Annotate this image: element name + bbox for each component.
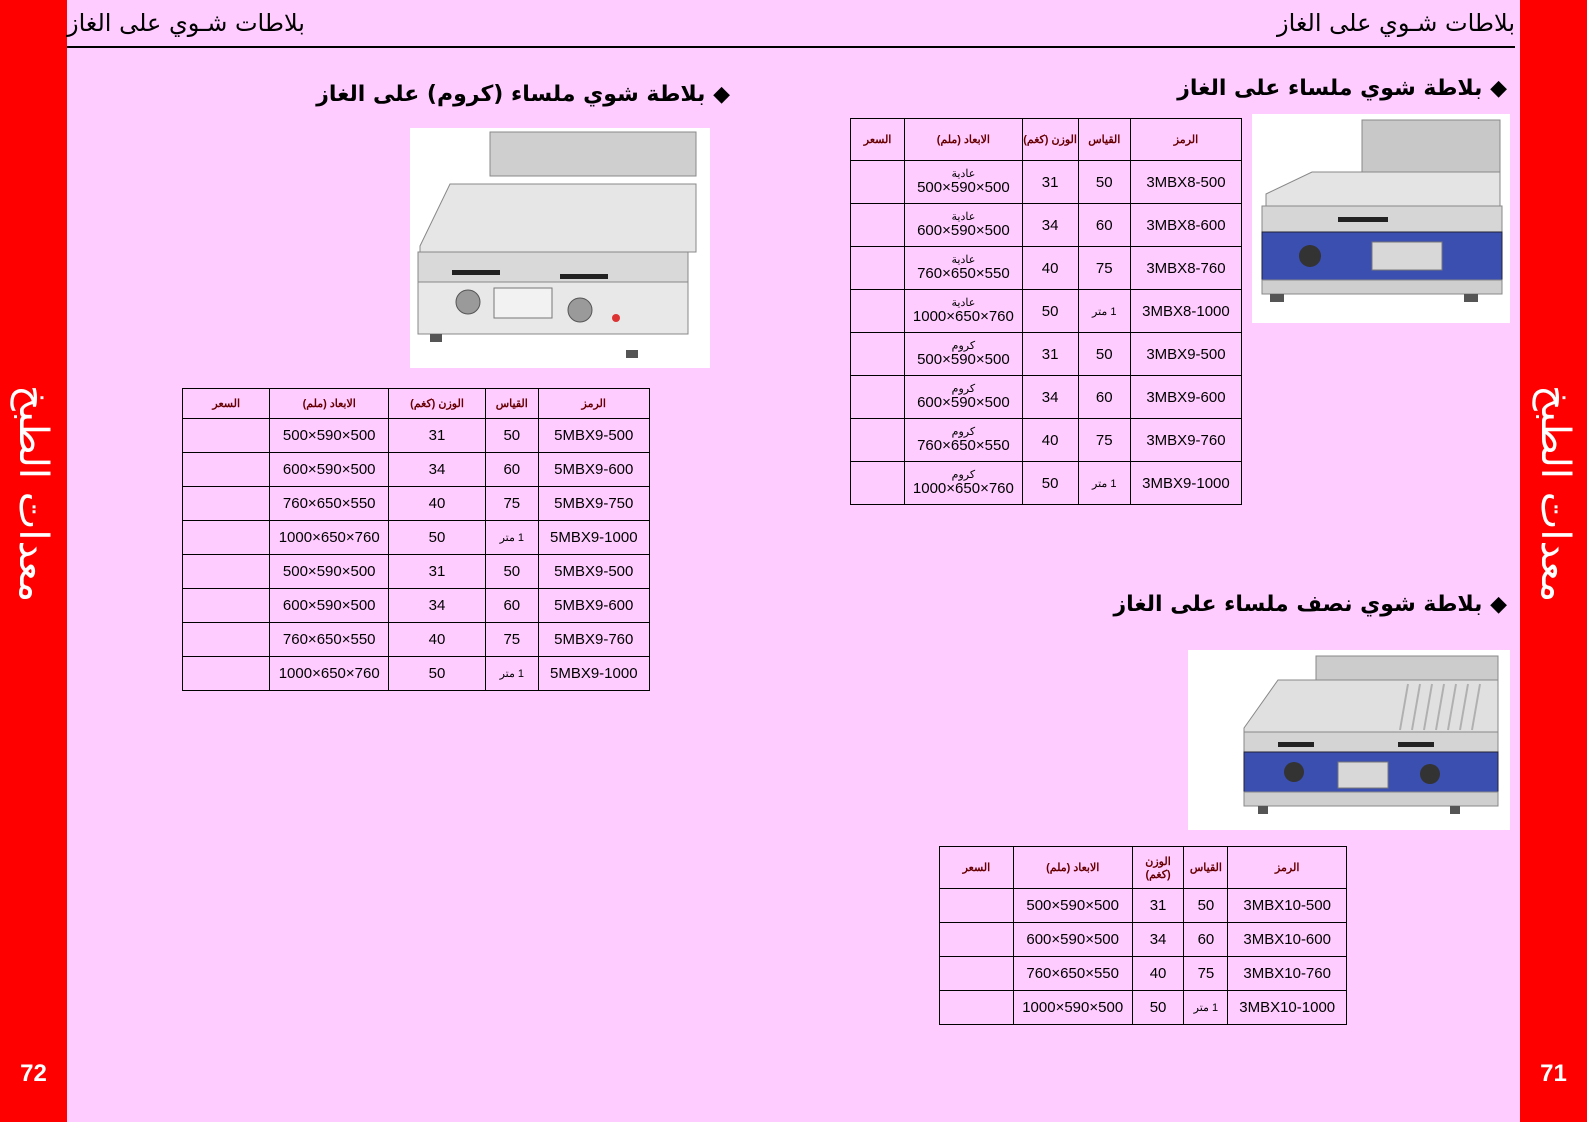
cell-dims: 760×650×1000: [270, 521, 389, 555]
cell-price: [940, 923, 1014, 957]
cell-code: 3MBX10-500: [1228, 889, 1347, 923]
cell-weight: 31: [388, 419, 485, 453]
table-row: [940, 991, 1347, 1025]
cell-size: 60: [486, 589, 538, 623]
cell-dims: 760×650×1000: [270, 657, 389, 691]
cell-weight: 34: [1132, 923, 1184, 957]
col-size-header: القياس: [486, 389, 538, 419]
cell-price: [183, 487, 270, 521]
cell-type: كروم: [951, 468, 976, 481]
col-price-header: السعر: [183, 389, 270, 419]
cell-type: عادية: [951, 253, 976, 266]
section1-table: [850, 118, 1242, 505]
col-code-header: الرمز: [538, 389, 649, 419]
section3-product-image: [410, 128, 710, 368]
cell-size: 50: [1078, 333, 1130, 376]
cell-price: [183, 589, 270, 623]
right-side-label: معدات الطبخ: [1532, 385, 1578, 603]
cell-weight: 40: [388, 487, 485, 521]
table-row: [183, 419, 650, 453]
col-dims-header: الابعاد (ملم): [270, 389, 389, 419]
cell-dims-value: 500×590×600: [917, 393, 1010, 411]
cell-dims-value: 760×650×1000: [912, 479, 1014, 497]
cell-price: [851, 462, 905, 505]
right-header-title: بلاطات شـوي على الغاز: [1277, 9, 1515, 37]
right-side-bar: [1520, 0, 1587, 1122]
cell-dims: 550×650×760: [270, 487, 389, 521]
cell-size: 60: [1078, 204, 1130, 247]
cell-code: 3MBX10-600: [1228, 923, 1347, 957]
section1-product-image: [1252, 114, 1510, 323]
cell-dims: 500×590×500: [270, 419, 389, 453]
cell-weight: 40: [1132, 957, 1184, 991]
cell-code: 5MBX9-760: [538, 623, 649, 657]
cell-dims: 550×650×760: [1013, 957, 1132, 991]
cell-price: [940, 889, 1014, 923]
cell-dims: 500×590×1000: [1013, 991, 1132, 1025]
cell-dims-value: 550×650×760: [917, 264, 1010, 282]
cell-dims: [905, 333, 1022, 376]
table-row: [183, 623, 650, 657]
cell-size: 60: [486, 453, 538, 487]
cell-size: 60: [1184, 923, 1228, 957]
cell-price: [183, 555, 270, 589]
cell-dims-value: 500×590×500: [917, 350, 1010, 368]
cell-weight: 40: [1022, 419, 1078, 462]
cell-code: 3MBX10-760: [1228, 957, 1347, 991]
col-weight-header: الوزن (كغم): [1132, 847, 1184, 889]
col-weight-header: الوزن (كغم): [388, 389, 485, 419]
cell-price: [183, 657, 270, 691]
section1-header-row: [851, 119, 1242, 161]
table-row: [851, 376, 1242, 419]
cell-dims: [905, 462, 1022, 505]
col-code-header: الرمز: [1228, 847, 1347, 889]
cell-weight: 34: [388, 453, 485, 487]
cell-dims: 500×590×600: [270, 453, 389, 487]
cell-price: [851, 376, 905, 419]
table-row: [851, 462, 1242, 505]
cell-code: 5MBX9-500: [538, 555, 649, 589]
right-page-header: [800, 0, 1515, 48]
cell-price: [183, 419, 270, 453]
left-page-number: 72: [20, 1060, 47, 1087]
cell-code: 3MBX8-600: [1130, 204, 1241, 247]
table-row: [940, 957, 1347, 991]
cell-code: 3MBX8-1000: [1130, 290, 1241, 333]
cell-code: 3MBX9-1000: [1130, 462, 1241, 505]
cell-size: 75: [1078, 419, 1130, 462]
cell-size: 50: [486, 419, 538, 453]
right-page-number: 71: [1540, 1060, 1567, 1087]
cell-size: 50: [1078, 161, 1130, 204]
cell-code: 5MBX9-600: [538, 589, 649, 623]
cell-size: 75: [486, 487, 538, 521]
cell-type: كروم: [951, 425, 976, 438]
cell-type: عادية: [951, 210, 976, 223]
cell-dims: [905, 161, 1022, 204]
table-row: [940, 923, 1347, 957]
table-row: [851, 419, 1242, 462]
cell-dims: 500×590×500: [270, 555, 389, 589]
cell-price: [851, 333, 905, 376]
cell-weight: 40: [388, 623, 485, 657]
cell-code: 5MBX9-500: [538, 419, 649, 453]
cell-price: [940, 957, 1014, 991]
section3-table: [182, 388, 650, 691]
col-size-header: القياس: [1078, 119, 1130, 161]
cell-size: 50: [486, 555, 538, 589]
section2-product-image: [1188, 650, 1510, 830]
table-row: [851, 204, 1242, 247]
cell-weight: 31: [1132, 889, 1184, 923]
cell-weight: 50: [1022, 462, 1078, 505]
cell-dims-value: 500×590×500: [917, 178, 1010, 196]
cell-dims: 500×590×600: [270, 589, 389, 623]
cell-size: 60: [1078, 376, 1130, 419]
cell-dims: [905, 247, 1022, 290]
cell-size: 75: [1078, 247, 1130, 290]
cell-code: 3MBX10-1000: [1228, 991, 1347, 1025]
cell-dims: [905, 290, 1022, 333]
cell-size: 75: [1184, 957, 1228, 991]
cell-weight: 50: [1022, 290, 1078, 333]
left-side-label: معدات الطبخ: [10, 385, 56, 603]
cell-size: 1 متر: [486, 521, 538, 555]
section2-title: ◆ بلاطة شوي نصف ملساء على الغاز: [1113, 592, 1507, 617]
cell-size: 1 متر: [1078, 462, 1130, 505]
diamond-bullet-icon: ◆: [1490, 592, 1507, 617]
col-size-header: القياس: [1184, 847, 1228, 889]
cell-weight: 50: [388, 521, 485, 555]
table-row: [183, 589, 650, 623]
col-price-header: السعر: [940, 847, 1014, 889]
cell-dims: 550×650×760: [270, 623, 389, 657]
cell-code: 5MBX9-1000: [538, 657, 649, 691]
table-row: [851, 333, 1242, 376]
table-row: [183, 521, 650, 555]
cell-price: [940, 991, 1014, 1025]
cell-price: [183, 453, 270, 487]
cell-type: عادية: [951, 167, 976, 180]
diamond-bullet-icon: ◆: [713, 82, 730, 107]
section2-table: [939, 846, 1347, 1025]
cell-code: 5MBX9-600: [538, 453, 649, 487]
table-row: [851, 161, 1242, 204]
cell-code: 3MBX8-500: [1130, 161, 1241, 204]
col-dims-header: الابعاد (ملم): [905, 119, 1022, 161]
cell-size: 1 متر: [1078, 290, 1130, 333]
cell-weight: 34: [1022, 376, 1078, 419]
cell-dims: [905, 204, 1022, 247]
left-side-bar: [0, 0, 67, 1122]
section3-title: ◆ بلاطة شوي ملساء (كروم) على الغاز: [316, 82, 730, 107]
section1-title: ◆ بلاطة شوي ملساء على الغاز: [1177, 76, 1507, 101]
cell-weight: 31: [1022, 333, 1078, 376]
cell-weight: 50: [1132, 991, 1184, 1025]
cell-type: عادية: [951, 296, 976, 309]
cell-price: [183, 521, 270, 555]
section2-header-row: [940, 847, 1347, 889]
cell-price: [851, 204, 905, 247]
cell-code: 3MBX8-760: [1130, 247, 1241, 290]
table-row: [940, 889, 1347, 923]
cell-size: 50: [1184, 889, 1228, 923]
cell-price: [851, 247, 905, 290]
cell-weight: 34: [388, 589, 485, 623]
cell-type: كروم: [951, 339, 976, 352]
cell-code: 3MBX9-600: [1130, 376, 1241, 419]
cell-weight: 50: [388, 657, 485, 691]
cell-weight: 31: [388, 555, 485, 589]
cell-price: [183, 623, 270, 657]
cell-weight: 40: [1022, 247, 1078, 290]
cell-size: 75: [486, 623, 538, 657]
cell-code: 3MBX9-760: [1130, 419, 1241, 462]
diamond-bullet-icon: ◆: [1490, 76, 1507, 101]
cell-size: 1 متر: [1184, 991, 1228, 1025]
left-header-title: بلاطات شـوي على الغاز: [67, 9, 305, 37]
table-row: [183, 487, 650, 521]
section3-header-row: [183, 389, 650, 419]
col-dims-header: الابعاد (ملم): [1013, 847, 1132, 889]
table-row: [851, 247, 1242, 290]
cell-price: [851, 161, 905, 204]
cell-code: 3MBX9-500: [1130, 333, 1241, 376]
cell-type: كروم: [951, 382, 976, 395]
cell-dims-value: 500×590×600: [917, 221, 1010, 239]
table-row: [183, 555, 650, 589]
left-page-header: [67, 0, 800, 48]
cell-weight: 31: [1022, 161, 1078, 204]
cell-code: 5MBX9-750: [538, 487, 649, 521]
col-weight-header: الوزن (كغم): [1022, 119, 1078, 161]
cell-code: 5MBX9-1000: [538, 521, 649, 555]
cell-price: [851, 290, 905, 333]
cell-dims-value: 550×650×760: [917, 436, 1010, 454]
cell-dims: 500×590×600: [1013, 923, 1132, 957]
table-row: [183, 657, 650, 691]
col-price-header: السعر: [851, 119, 905, 161]
cell-dims: 500×590×500: [1013, 889, 1132, 923]
table-row: [183, 453, 650, 487]
cell-dims: [905, 419, 1022, 462]
cell-dims-value: 760×650×1000: [912, 307, 1014, 325]
cell-weight: 34: [1022, 204, 1078, 247]
cell-price: [851, 419, 905, 462]
table-row: [851, 290, 1242, 333]
cell-dims: [905, 376, 1022, 419]
col-code-header: الرمز: [1130, 119, 1241, 161]
cell-size: 1 متر: [486, 657, 538, 691]
